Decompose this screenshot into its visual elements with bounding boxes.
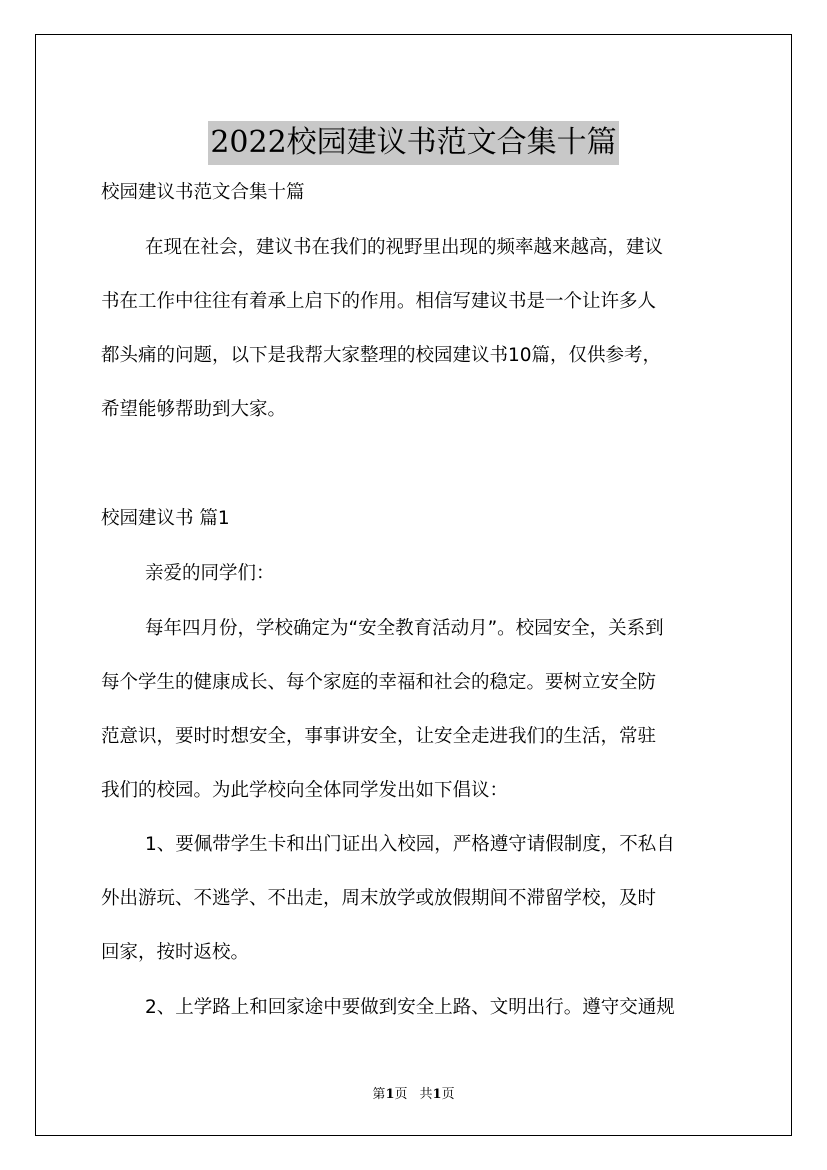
para-line: 每年四月份，学校确定为“安全教育活动月”。校园安全，关系到	[145, 618, 664, 639]
page-number: 1	[385, 1087, 395, 1102]
para-line: 外出游玩、不逃学、不出走，周末放学或放假期间不滞留学校，及时	[101, 888, 657, 909]
para-line: 1、要佩带学生卡和出门证出入校园，严格遵守请假制度，不私自	[145, 834, 675, 855]
intro-line: 都头痛的问题，以下是我帮大家整理的校园建议书10篇，仅供参考，	[101, 345, 662, 366]
para-line: 我们的校园。为此学校向全体同学发出如下倡议：	[101, 780, 509, 801]
total-suffix: 页	[441, 1087, 455, 1102]
title-container	[0, 101, 827, 185]
intro-line: 希望能够帮助到大家。	[101, 399, 287, 420]
para-line: 回家，按时返校。	[101, 942, 250, 963]
document-title: 2022校园建议书范文合集十篇	[208, 121, 618, 165]
intro-line: 书在工作中往往有着承上启下的作用。相信写建议书是一个让许多人	[101, 291, 657, 312]
document-subtitle: 校园建议书范文合集十篇	[101, 182, 305, 203]
intro-line: 在现在社会，建议书在我们的视野里出现的频率越来越高，建议	[145, 237, 664, 258]
page-suffix: 页	[394, 1087, 408, 1102]
total-prefix: 共	[419, 1087, 433, 1102]
para-line: 范意识，要时时想安全，事事讲安全，让安全走进我们的生活，常驻	[101, 726, 657, 747]
section-heading: 校园建议书 篇1	[101, 508, 230, 529]
page-footer	[0, 1083, 827, 1102]
greeting: 亲爱的同学们：	[145, 563, 275, 584]
para-line: 2、上学路上和回家途中要做到安全上路、文明出行。遵守交通规	[145, 997, 675, 1018]
page-prefix: 第	[372, 1087, 386, 1102]
para-line: 每个学生的健康成长、每个家庭的幸福和社会的稳定。要树立安全防	[101, 672, 657, 693]
total-pages: 1	[432, 1087, 442, 1102]
